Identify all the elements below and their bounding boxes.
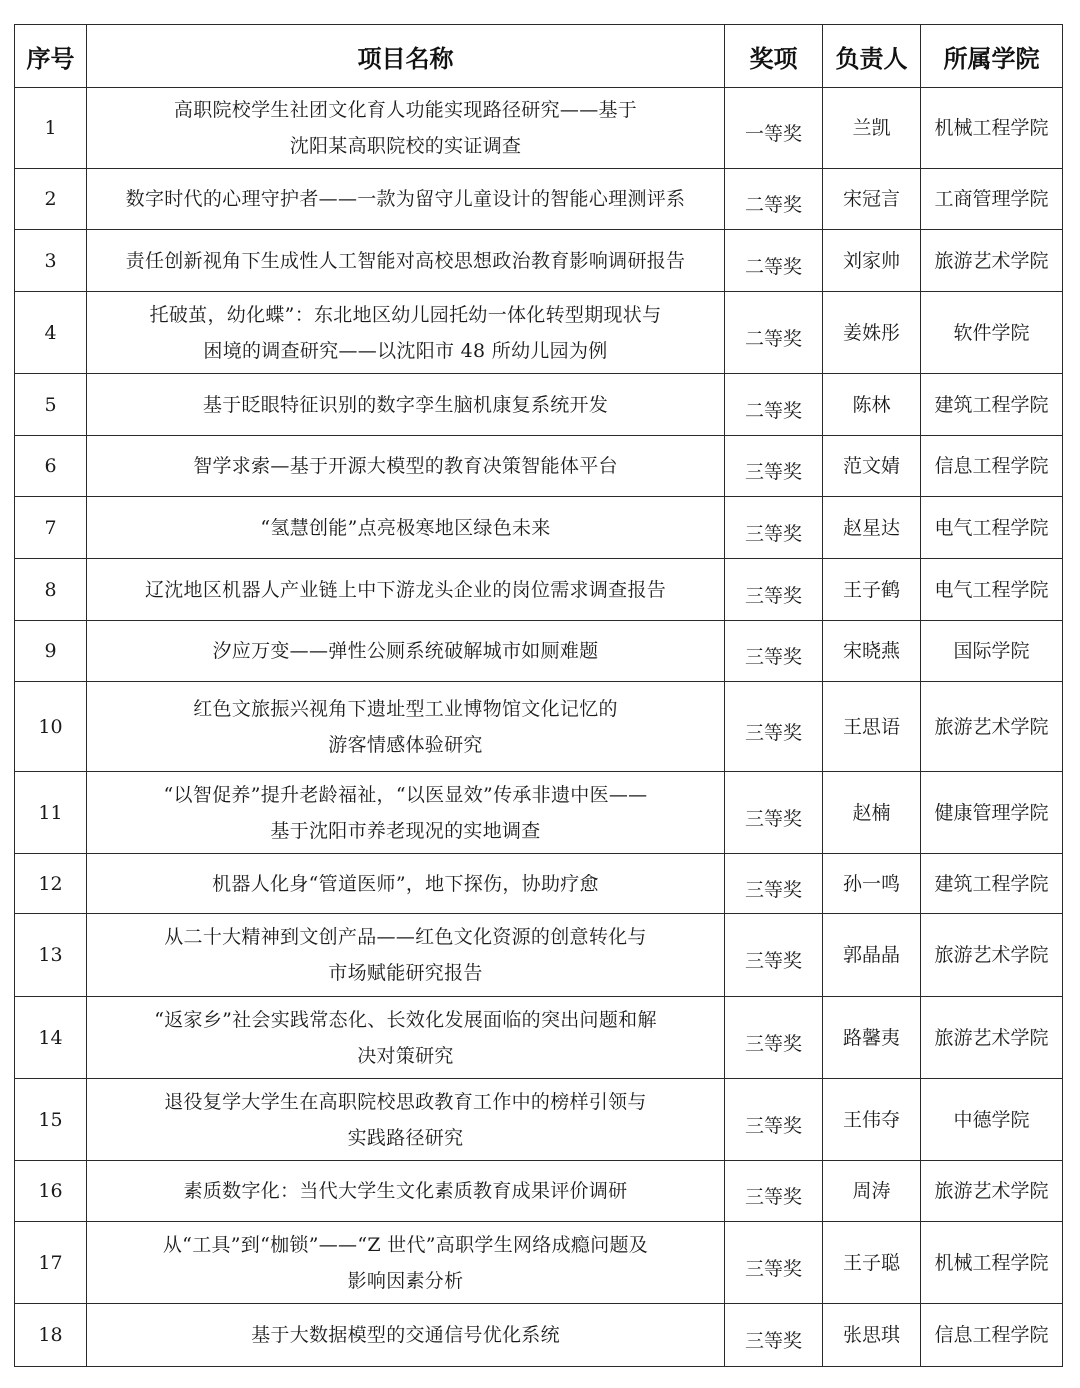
person-in-charge: 兰凯 [823,88,921,169]
person-in-charge: 周涛 [823,1161,921,1222]
project-title [87,497,725,559]
project-title-line: 困境的调查研究——以沈阳市 48 所幼儿园为例 [203,339,608,362]
table-row [15,682,1063,772]
award-level-text: 三等奖 [744,584,802,607]
project-title-line: 退役复学大学生在高职院校思政教育工作中的榜样引领与 [164,1090,647,1113]
row-index: 17 [15,1222,87,1304]
table-row [15,914,1063,997]
table-row [15,88,1063,169]
project-title [87,230,725,292]
project-title [87,559,725,621]
college-name: 旅游艺术学院 [921,230,1063,292]
project-title [87,169,725,230]
award-level [725,497,823,559]
project-title-line: 机器人化身“管道医师”，地下探伤，协助疗愈 [212,872,599,895]
college-name: 机械工程学院 [921,1222,1063,1304]
header-row [15,25,1063,88]
row-index: 11 [15,772,87,854]
award-level-text: 三等奖 [744,1114,802,1137]
table-row [15,997,1063,1079]
award-level-text: 三等奖 [744,721,802,744]
college-name: 国际学院 [921,621,1063,682]
award-level-text: 三等奖 [744,522,802,545]
project-title [87,1304,725,1367]
person-in-charge: 孙一鸣 [823,854,921,914]
row-index: 14 [15,997,87,1079]
project-title [87,436,725,497]
award-level [725,914,823,997]
header-college: 所属学院 [921,25,1063,88]
table-row [15,374,1063,436]
award-level-text: 一等奖 [744,123,802,145]
table-row [15,169,1063,230]
table-row [15,1222,1063,1304]
award-level [725,1079,823,1161]
row-index: 9 [15,621,87,682]
project-title-line: 从“工具”到“枷锁”——“Z 世代”高职学生网络成瘾问题及 [162,1233,649,1256]
project-title-line: 影响因素分析 [347,1269,464,1292]
table-row [15,292,1063,374]
college-name: 机械工程学院 [921,88,1063,169]
row-index: 16 [15,1161,87,1222]
project-title [87,772,725,854]
person-in-charge: 路馨夷 [823,997,921,1079]
project-title-line: 智学求索—基于开源大模型的教育决策智能体平台 [193,455,618,477]
college-name: 软件学院 [921,292,1063,374]
row-index: 15 [15,1079,87,1161]
college-name: 工商管理学院 [921,169,1063,230]
award-level [725,1161,823,1222]
project-title-line: 基于大数据模型的交通信号优化系统 [251,1324,560,1346]
person-in-charge: 姜姝彤 [823,292,921,374]
award-level-text: 三等奖 [744,878,802,901]
row-index: 5 [15,374,87,436]
project-title-line: 决对策研究 [357,1044,454,1067]
project-title [87,682,725,772]
table-row [15,772,1063,854]
row-index: 13 [15,914,87,997]
college-name: 信息工程学院 [921,436,1063,497]
award-level-text: 三等奖 [744,807,802,830]
award-level [725,1222,823,1304]
award-level-text: 三等奖 [744,461,802,483]
award-level-text: 二等奖 [744,255,802,278]
award-level-text: 三等奖 [744,1186,802,1208]
project-title-line: 实践路径研究 [347,1126,464,1149]
person-in-charge: 王伟夺 [823,1079,921,1161]
college-name: 信息工程学院 [921,1304,1063,1367]
project-title [87,997,725,1079]
college-name: 中德学院 [921,1079,1063,1161]
row-index: 18 [15,1304,87,1367]
college-name: 建筑工程学院 [921,854,1063,914]
college-name: 旅游艺术学院 [921,997,1063,1079]
project-title [87,621,725,682]
row-index: 1 [15,88,87,169]
person-in-charge: 宋晓燕 [823,621,921,682]
row-index: 7 [15,497,87,559]
person-in-charge: 刘家帅 [823,230,921,292]
table-row [15,1161,1063,1222]
row-index: 3 [15,230,87,292]
project-title-line: 汐应万变——弹性公厕系统破解城市如厕难题 [212,640,599,662]
award-level-text: 三等奖 [744,646,802,668]
award-level-text: 三等奖 [744,1330,802,1352]
award-level [725,436,823,497]
project-title-line: 红色文旅振兴视角下遗址型工业博物馆文化记忆的 [193,697,618,720]
college-name: 电气工程学院 [921,497,1063,559]
college-name: 旅游艺术学院 [921,1161,1063,1222]
project-title-line: 基于沈阳市养老现况的实地调查 [270,819,541,842]
row-index: 6 [15,436,87,497]
project-title [87,854,725,914]
project-title [87,292,725,374]
table-body [15,88,1063,1367]
project-title [87,88,725,169]
row-index: 12 [15,854,87,914]
row-index: 2 [15,169,87,230]
college-name: 建筑工程学院 [921,374,1063,436]
project-title-line: “氢慧创能”点亮极寒地区绿色未来 [260,516,551,539]
table-row [15,436,1063,497]
award-level [725,682,823,772]
person-in-charge: 范文婧 [823,436,921,497]
project-title-line: 游客情感体验研究 [328,733,483,756]
row-index: 8 [15,559,87,621]
award-level-text: 二等奖 [744,399,802,422]
table-row [15,1079,1063,1161]
table-row [15,621,1063,682]
project-title-line: 沈阳某高职院校的实证调查 [289,135,522,157]
table-row [15,559,1063,621]
project-title [87,914,725,997]
award-level [725,997,823,1079]
project-title-line: “返家乡”社会实践常态化、长效化发展面临的突出问题和解 [154,1008,657,1031]
college-name: 旅游艺术学院 [921,682,1063,772]
table-row [15,854,1063,914]
award-level [725,374,823,436]
project-title-line: 数字时代的心理守护者——一款为留守儿童设计的智能心理测评系 [125,188,686,210]
award-level [725,1304,823,1367]
project-title-line: 辽沈地区机器人产业链上中下游龙头企业的岗位需求调查报告 [144,578,667,601]
row-index: 10 [15,682,87,772]
award-level [725,559,823,621]
college-name: 旅游艺术学院 [921,914,1063,997]
table-row [15,1304,1063,1367]
person-in-charge: 王子鹤 [823,559,921,621]
document-page [14,24,1062,1367]
award-level [725,772,823,854]
project-title-line: 高职院校学生社团文化育人功能实现路径研究——基于 [173,99,638,121]
header-title: 项目名称 [87,25,725,88]
project-title [87,374,725,436]
row-index: 4 [15,292,87,374]
person-in-charge: 王子聪 [823,1222,921,1304]
person-in-charge: 宋冠言 [823,169,921,230]
project-title [87,1079,725,1161]
person-in-charge: 赵楠 [823,772,921,854]
project-title-line: 托破茧，幼化蝶”：东北地区幼儿园托幼一体化转型期现状与 [149,303,662,326]
project-title-line: 从二十大精神到文创产品——红色文化资源的创意转化与 [164,926,647,948]
project-title-line: 素质数字化：当代大学生文化素质教育成果评价调研 [183,1180,628,1202]
award-level [725,621,823,682]
header-award: 奖项 [725,25,823,88]
award-level [725,169,823,230]
project-title [87,1161,725,1222]
header-person: 负责人 [823,25,921,88]
header-index: 序号 [15,25,87,88]
table-row [15,497,1063,559]
person-in-charge: 郭晶晶 [823,914,921,997]
award-level-text: 二等奖 [744,327,802,350]
award-level [725,854,823,914]
award-level-text: 二等奖 [744,194,802,216]
project-title-line: 市场赋能研究报告 [328,962,483,984]
award-level [725,230,823,292]
college-name: 电气工程学院 [921,559,1063,621]
award-level-text: 三等奖 [744,1257,802,1280]
award-level [725,292,823,374]
award-level-text: 三等奖 [744,1032,802,1055]
person-in-charge: 陈林 [823,374,921,436]
person-in-charge: 赵星达 [823,497,921,559]
awards-table [14,24,1063,1367]
project-title-line: 基于眨眼特征识别的数字孪生脑机康复系统开发 [202,393,609,416]
project-title-line: 责任创新视角下生成性人工智能对高校思想政治教育影响调研报告 [125,249,686,272]
project-title [87,1222,725,1304]
project-title-line: “以智促养”提升老龄福祉，“以医显效”传承非遗中医—— [163,783,648,806]
table-row [15,230,1063,292]
award-level-text: 三等奖 [744,950,802,972]
college-name: 健康管理学院 [921,772,1063,854]
person-in-charge: 张思琪 [823,1304,921,1367]
award-level [725,88,823,169]
person-in-charge: 王思语 [823,682,921,772]
